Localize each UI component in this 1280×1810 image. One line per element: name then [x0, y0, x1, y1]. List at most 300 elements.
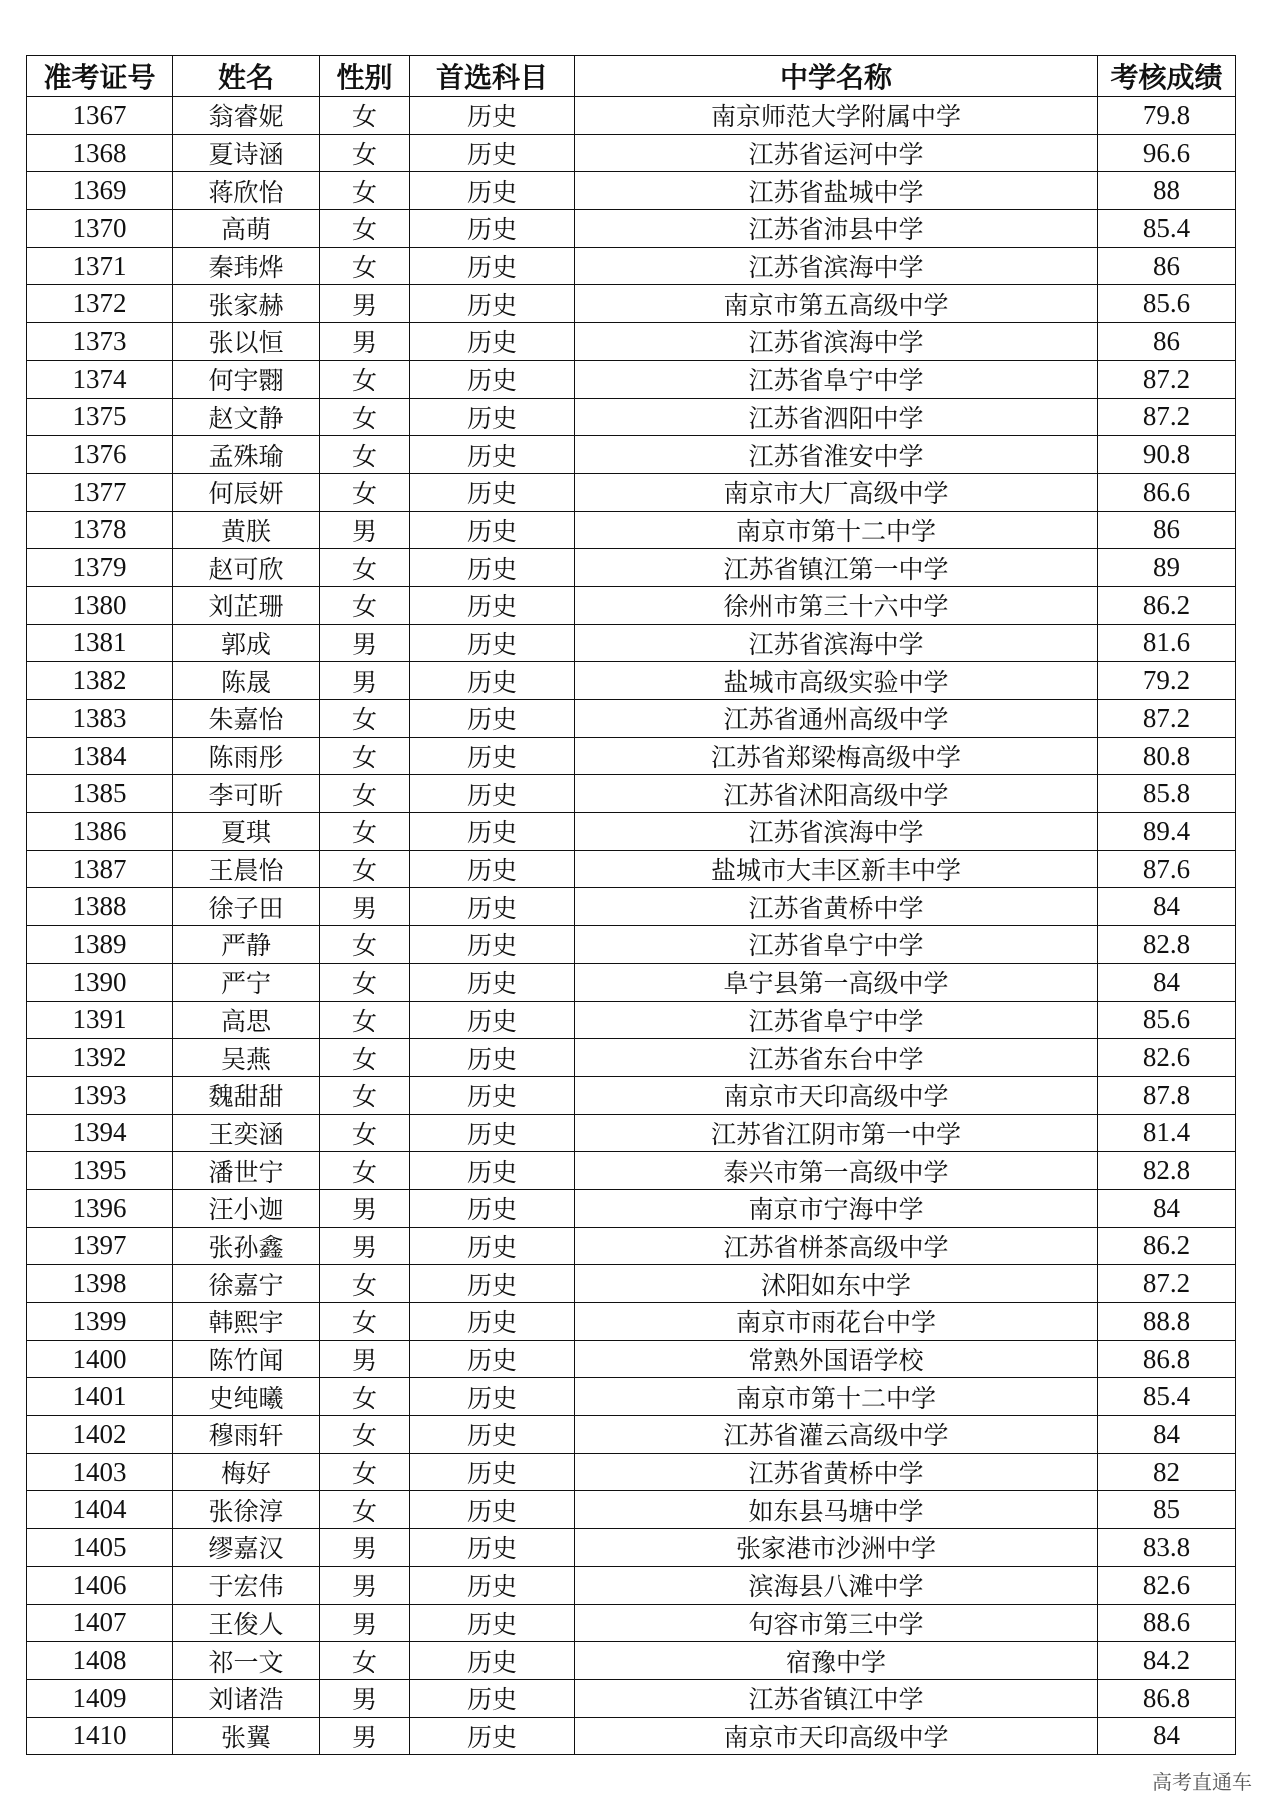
exam-id-cell: 1387 [27, 850, 173, 888]
gender-cell: 女 [320, 1076, 410, 1114]
gender-cell: 女 [320, 586, 410, 624]
score-cell: 86.8 [1098, 1679, 1236, 1717]
table-row [27, 926, 1236, 964]
score-cell: 87.8 [1098, 1076, 1236, 1114]
subject-cell: 历史 [410, 963, 575, 1001]
header-name: 姓名 [173, 56, 320, 97]
name-cell: 高思 [173, 1001, 320, 1039]
score-cell: 90.8 [1098, 436, 1236, 474]
score-cell: 82.6 [1098, 1566, 1236, 1604]
name-cell: 潘世宁 [173, 1152, 320, 1190]
gender-cell: 女 [320, 247, 410, 285]
name-cell: 吴燕 [173, 1039, 320, 1077]
school-cell: 江苏省盐城中学 [575, 172, 1098, 210]
header-subject: 首选科目 [410, 56, 575, 97]
subject-cell: 历史 [410, 436, 575, 474]
subject-cell: 历史 [410, 1529, 575, 1567]
gender-cell: 女 [320, 1642, 410, 1680]
exam-id-cell: 1409 [27, 1679, 173, 1717]
subject-cell: 历史 [410, 1642, 575, 1680]
table-row [27, 775, 1236, 813]
exam-id-cell: 1368 [27, 134, 173, 172]
score-cell: 89.4 [1098, 813, 1236, 851]
gender-cell: 女 [320, 398, 410, 436]
table-row [27, 1566, 1236, 1604]
exam-id-cell: 1376 [27, 436, 173, 474]
gender-cell: 女 [320, 1378, 410, 1416]
subject-cell: 历史 [410, 1039, 575, 1077]
name-cell: 高萌 [173, 210, 320, 248]
gender-cell: 男 [320, 1717, 410, 1755]
gender-cell: 女 [320, 360, 410, 398]
school-cell: 江苏省东台中学 [575, 1039, 1098, 1077]
school-cell: 如东县马塘中学 [575, 1491, 1098, 1529]
score-cell: 84 [1098, 1717, 1236, 1755]
table-row [27, 398, 1236, 436]
exam-id-cell: 1367 [27, 97, 173, 135]
school-cell: 南京市天印高级中学 [575, 1717, 1098, 1755]
table-row [27, 1416, 1236, 1454]
name-cell: 黄朕 [173, 511, 320, 549]
gender-cell: 女 [320, 1491, 410, 1529]
gender-cell: 男 [320, 888, 410, 926]
school-cell: 滨海县八滩中学 [575, 1566, 1098, 1604]
name-cell: 缪嘉汉 [173, 1529, 320, 1567]
table-row [27, 1604, 1236, 1642]
gender-cell: 女 [320, 963, 410, 1001]
name-cell: 陈晟 [173, 662, 320, 700]
header-row [27, 56, 1236, 97]
name-cell: 韩熙宇 [173, 1303, 320, 1341]
score-cell: 85.4 [1098, 1378, 1236, 1416]
subject-cell: 历史 [410, 586, 575, 624]
table-row [27, 1378, 1236, 1416]
name-cell: 王俊人 [173, 1604, 320, 1642]
name-cell: 刘诸浩 [173, 1679, 320, 1717]
subject-cell: 历史 [410, 926, 575, 964]
name-cell: 严宁 [173, 963, 320, 1001]
school-cell: 江苏省镇江第一中学 [575, 549, 1098, 587]
exam-id-cell: 1377 [27, 473, 173, 511]
table-row [27, 549, 1236, 587]
subject-cell: 历史 [410, 1604, 575, 1642]
score-cell: 87.2 [1098, 1265, 1236, 1303]
school-cell: 南京师范大学附属中学 [575, 97, 1098, 135]
table-row [27, 737, 1236, 775]
score-table [26, 55, 1236, 1755]
exam-id-cell: 1406 [27, 1566, 173, 1604]
score-cell: 86.2 [1098, 586, 1236, 624]
score-cell: 86.2 [1098, 1227, 1236, 1265]
subject-cell: 历史 [410, 1227, 575, 1265]
school-cell: 南京市第十二中学 [575, 511, 1098, 549]
score-cell: 86 [1098, 511, 1236, 549]
gender-cell: 女 [320, 1039, 410, 1077]
name-cell: 祁一文 [173, 1642, 320, 1680]
name-cell: 王奕涵 [173, 1114, 320, 1152]
exam-id-cell: 1393 [27, 1076, 173, 1114]
exam-id-cell: 1405 [27, 1529, 173, 1567]
exam-id-cell: 1383 [27, 700, 173, 738]
gender-cell: 男 [320, 662, 410, 700]
name-cell: 朱嘉怡 [173, 700, 320, 738]
score-cell: 87.2 [1098, 700, 1236, 738]
table-row [27, 1114, 1236, 1152]
subject-cell: 历史 [410, 1001, 575, 1039]
score-cell: 85.6 [1098, 1001, 1236, 1039]
gender-cell: 女 [320, 172, 410, 210]
subject-cell: 历史 [410, 285, 575, 323]
name-cell: 张孙鑫 [173, 1227, 320, 1265]
subject-cell: 历史 [410, 511, 575, 549]
table-row [27, 1717, 1236, 1755]
score-cell: 84 [1098, 888, 1236, 926]
name-cell: 孟殊瑜 [173, 436, 320, 474]
name-cell: 徐子田 [173, 888, 320, 926]
school-cell: 常熟外国语学校 [575, 1340, 1098, 1378]
school-cell: 沭阳如东中学 [575, 1265, 1098, 1303]
name-cell: 夏琪 [173, 813, 320, 851]
table-row [27, 360, 1236, 398]
name-cell: 何宇翾 [173, 360, 320, 398]
subject-cell: 历史 [410, 1566, 575, 1604]
exam-id-cell: 1378 [27, 511, 173, 549]
name-cell: 汪小迦 [173, 1189, 320, 1227]
name-cell: 张徐淳 [173, 1491, 320, 1529]
school-cell: 张家港市沙洲中学 [575, 1529, 1098, 1567]
subject-cell: 历史 [410, 1265, 575, 1303]
table-row [27, 1039, 1236, 1077]
score-cell: 85.8 [1098, 775, 1236, 813]
school-cell: 江苏省栟茶高级中学 [575, 1227, 1098, 1265]
table-row [27, 888, 1236, 926]
exam-id-cell: 1374 [27, 360, 173, 398]
name-cell: 陈雨彤 [173, 737, 320, 775]
school-cell: 徐州市第三十六中学 [575, 586, 1098, 624]
school-cell: 句容市第三中学 [575, 1604, 1098, 1642]
gender-cell: 女 [320, 850, 410, 888]
name-cell: 李可昕 [173, 775, 320, 813]
exam-id-cell: 1397 [27, 1227, 173, 1265]
table-row [27, 1227, 1236, 1265]
gender-cell: 男 [320, 1189, 410, 1227]
table-row [27, 97, 1236, 135]
subject-cell: 历史 [410, 1303, 575, 1341]
table-row [27, 511, 1236, 549]
table-row [27, 1642, 1236, 1680]
gender-cell: 男 [320, 285, 410, 323]
score-cell: 85.4 [1098, 210, 1236, 248]
table-row [27, 1265, 1236, 1303]
score-cell: 87.2 [1098, 360, 1236, 398]
table-row [27, 586, 1236, 624]
exam-id-cell: 1394 [27, 1114, 173, 1152]
school-cell: 泰兴市第一高级中学 [575, 1152, 1098, 1190]
subject-cell: 历史 [410, 549, 575, 587]
table-row [27, 1529, 1236, 1567]
header-gender: 性别 [320, 56, 410, 97]
subject-cell: 历史 [410, 1453, 575, 1491]
table-row [27, 1076, 1236, 1114]
score-cell: 86 [1098, 247, 1236, 285]
name-cell: 严静 [173, 926, 320, 964]
gender-cell: 女 [320, 549, 410, 587]
score-cell: 88.6 [1098, 1604, 1236, 1642]
school-cell: 阜宁县第一高级中学 [575, 963, 1098, 1001]
table-body [27, 97, 1236, 1755]
gender-cell: 男 [320, 1227, 410, 1265]
subject-cell: 历史 [410, 1378, 575, 1416]
name-cell: 穆雨轩 [173, 1416, 320, 1454]
table-row [27, 700, 1236, 738]
school-cell: 江苏省阜宁中学 [575, 360, 1098, 398]
exam-id-cell: 1390 [27, 963, 173, 1001]
gender-cell: 男 [320, 1679, 410, 1717]
exam-id-cell: 1391 [27, 1001, 173, 1039]
school-cell: 宿豫中学 [575, 1642, 1098, 1680]
subject-cell: 历史 [410, 1491, 575, 1529]
name-cell: 张家赫 [173, 285, 320, 323]
school-cell: 江苏省阜宁中学 [575, 926, 1098, 964]
gender-cell: 男 [320, 1529, 410, 1567]
subject-cell: 历史 [410, 172, 575, 210]
score-cell: 80.8 [1098, 737, 1236, 775]
exam-id-cell: 1379 [27, 549, 173, 587]
score-cell: 86.6 [1098, 473, 1236, 511]
gender-cell: 男 [320, 1566, 410, 1604]
score-cell: 82.8 [1098, 1152, 1236, 1190]
subject-cell: 历史 [410, 662, 575, 700]
school-cell: 江苏省运河中学 [575, 134, 1098, 172]
table-row [27, 473, 1236, 511]
score-cell: 87.2 [1098, 398, 1236, 436]
school-cell: 南京市第十二中学 [575, 1378, 1098, 1416]
score-cell: 82 [1098, 1453, 1236, 1491]
table-row [27, 1453, 1236, 1491]
table-row [27, 662, 1236, 700]
gender-cell: 女 [320, 1152, 410, 1190]
exam-id-cell: 1375 [27, 398, 173, 436]
name-cell: 魏甜甜 [173, 1076, 320, 1114]
gender-cell: 女 [320, 737, 410, 775]
name-cell: 王晨怡 [173, 850, 320, 888]
subject-cell: 历史 [410, 360, 575, 398]
score-cell: 84 [1098, 1189, 1236, 1227]
gender-cell: 女 [320, 1001, 410, 1039]
gender-cell: 男 [320, 1604, 410, 1642]
subject-cell: 历史 [410, 323, 575, 361]
name-cell: 何辰妍 [173, 473, 320, 511]
score-cell: 85 [1098, 1491, 1236, 1529]
exam-id-cell: 1388 [27, 888, 173, 926]
name-cell: 夏诗涵 [173, 134, 320, 172]
table-row [27, 1152, 1236, 1190]
school-cell: 南京市第五高级中学 [575, 285, 1098, 323]
exam-id-cell: 1389 [27, 926, 173, 964]
header-school: 中学名称 [575, 56, 1098, 97]
school-cell: 盐城市大丰区新丰中学 [575, 850, 1098, 888]
school-cell: 南京市大厂高级中学 [575, 473, 1098, 511]
subject-cell: 历史 [410, 888, 575, 926]
score-cell: 86 [1098, 323, 1236, 361]
subject-cell: 历史 [410, 210, 575, 248]
exam-id-cell: 1401 [27, 1378, 173, 1416]
score-cell: 84 [1098, 1416, 1236, 1454]
exam-id-cell: 1396 [27, 1189, 173, 1227]
header-exam-id: 准考证号 [27, 56, 173, 97]
school-cell: 江苏省黄桥中学 [575, 1453, 1098, 1491]
table-row [27, 963, 1236, 1001]
score-cell: 84 [1098, 963, 1236, 1001]
exam-id-cell: 1380 [27, 586, 173, 624]
exam-id-cell: 1404 [27, 1491, 173, 1529]
exam-id-cell: 1384 [27, 737, 173, 775]
subject-cell: 历史 [410, 1076, 575, 1114]
name-cell: 刘芷珊 [173, 586, 320, 624]
score-cell: 81.6 [1098, 624, 1236, 662]
score-cell: 87.6 [1098, 850, 1236, 888]
gender-cell: 女 [320, 436, 410, 474]
watermark: 高考直通车 [1152, 1770, 1252, 1794]
name-cell: 秦玮烨 [173, 247, 320, 285]
exam-id-cell: 1382 [27, 662, 173, 700]
school-cell: 江苏省郑梁梅高级中学 [575, 737, 1098, 775]
table-row [27, 134, 1236, 172]
exam-id-cell: 1381 [27, 624, 173, 662]
gender-cell: 女 [320, 210, 410, 248]
score-cell: 82.6 [1098, 1039, 1236, 1077]
school-cell: 江苏省滨海中学 [575, 813, 1098, 851]
gender-cell: 男 [320, 624, 410, 662]
subject-cell: 历史 [410, 775, 575, 813]
subject-cell: 历史 [410, 1152, 575, 1190]
exam-id-cell: 1399 [27, 1303, 173, 1341]
gender-cell: 女 [320, 1303, 410, 1341]
header-score: 考核成绩 [1098, 56, 1236, 97]
gender-cell: 女 [320, 97, 410, 135]
table-row [27, 436, 1236, 474]
score-cell: 88 [1098, 172, 1236, 210]
exam-id-cell: 1400 [27, 1340, 173, 1378]
exam-id-cell: 1392 [27, 1039, 173, 1077]
subject-cell: 历史 [410, 1340, 575, 1378]
score-cell: 82.8 [1098, 926, 1236, 964]
subject-cell: 历史 [410, 624, 575, 662]
subject-cell: 历史 [410, 97, 575, 135]
subject-cell: 历史 [410, 247, 575, 285]
school-cell: 江苏省滨海中学 [575, 247, 1098, 285]
subject-cell: 历史 [410, 1416, 575, 1454]
school-cell: 南京市天印高级中学 [575, 1076, 1098, 1114]
school-cell: 江苏省滨海中学 [575, 624, 1098, 662]
exam-id-cell: 1410 [27, 1717, 173, 1755]
name-cell: 蒋欣怡 [173, 172, 320, 210]
gender-cell: 女 [320, 1416, 410, 1454]
table-row [27, 172, 1236, 210]
gender-cell: 男 [320, 1340, 410, 1378]
table-row [27, 813, 1236, 851]
subject-cell: 历史 [410, 134, 575, 172]
name-cell: 翁睿妮 [173, 97, 320, 135]
score-cell: 83.8 [1098, 1529, 1236, 1567]
score-cell: 86.8 [1098, 1340, 1236, 1378]
school-cell: 江苏省滨海中学 [575, 323, 1098, 361]
exam-id-cell: 1371 [27, 247, 173, 285]
school-cell: 南京市宁海中学 [575, 1189, 1098, 1227]
exam-id-cell: 1403 [27, 1453, 173, 1491]
school-cell: 江苏省灌云高级中学 [575, 1416, 1098, 1454]
score-cell: 88.8 [1098, 1303, 1236, 1341]
subject-cell: 历史 [410, 1717, 575, 1755]
school-cell: 江苏省泗阳中学 [575, 398, 1098, 436]
gender-cell: 女 [320, 473, 410, 511]
gender-cell: 男 [320, 323, 410, 361]
exam-id-cell: 1395 [27, 1152, 173, 1190]
subject-cell: 历史 [410, 1189, 575, 1227]
score-cell: 84.2 [1098, 1642, 1236, 1680]
gender-cell: 女 [320, 1265, 410, 1303]
exam-id-cell: 1385 [27, 775, 173, 813]
score-cell: 79.8 [1098, 97, 1236, 135]
subject-cell: 历史 [410, 1679, 575, 1717]
gender-cell: 女 [320, 700, 410, 738]
name-cell: 史纯曦 [173, 1378, 320, 1416]
gender-cell: 女 [320, 926, 410, 964]
name-cell: 赵可欣 [173, 549, 320, 587]
gender-cell: 女 [320, 813, 410, 851]
school-cell: 江苏省淮安中学 [575, 436, 1098, 474]
subject-cell: 历史 [410, 737, 575, 775]
exam-id-cell: 1372 [27, 285, 173, 323]
school-cell: 江苏省江阴市第一中学 [575, 1114, 1098, 1152]
table-row [27, 247, 1236, 285]
table-row [27, 323, 1236, 361]
table-row [27, 285, 1236, 323]
gender-cell: 男 [320, 511, 410, 549]
table-row [27, 1679, 1236, 1717]
gender-cell: 女 [320, 134, 410, 172]
name-cell: 徐嘉宁 [173, 1265, 320, 1303]
name-cell: 郭成 [173, 624, 320, 662]
table-row [27, 624, 1236, 662]
exam-id-cell: 1402 [27, 1416, 173, 1454]
gender-cell: 女 [320, 1453, 410, 1491]
gender-cell: 女 [320, 775, 410, 813]
subject-cell: 历史 [410, 398, 575, 436]
exam-id-cell: 1373 [27, 323, 173, 361]
school-cell: 南京市雨花台中学 [575, 1303, 1098, 1341]
exam-id-cell: 1370 [27, 210, 173, 248]
school-cell: 江苏省黄桥中学 [575, 888, 1098, 926]
school-cell: 江苏省阜宁中学 [575, 1001, 1098, 1039]
table-row [27, 1491, 1236, 1529]
table-row [27, 1001, 1236, 1039]
exam-id-cell: 1398 [27, 1265, 173, 1303]
table-row [27, 1303, 1236, 1341]
name-cell: 梅好 [173, 1453, 320, 1491]
exam-id-cell: 1369 [27, 172, 173, 210]
school-cell: 江苏省沭阳高级中学 [575, 775, 1098, 813]
exam-id-cell: 1408 [27, 1642, 173, 1680]
table-row [27, 210, 1236, 248]
score-cell: 89 [1098, 549, 1236, 587]
name-cell: 赵文静 [173, 398, 320, 436]
name-cell: 陈竹闻 [173, 1340, 320, 1378]
name-cell: 张以恒 [173, 323, 320, 361]
subject-cell: 历史 [410, 1114, 575, 1152]
score-cell: 79.2 [1098, 662, 1236, 700]
score-cell: 85.6 [1098, 285, 1236, 323]
